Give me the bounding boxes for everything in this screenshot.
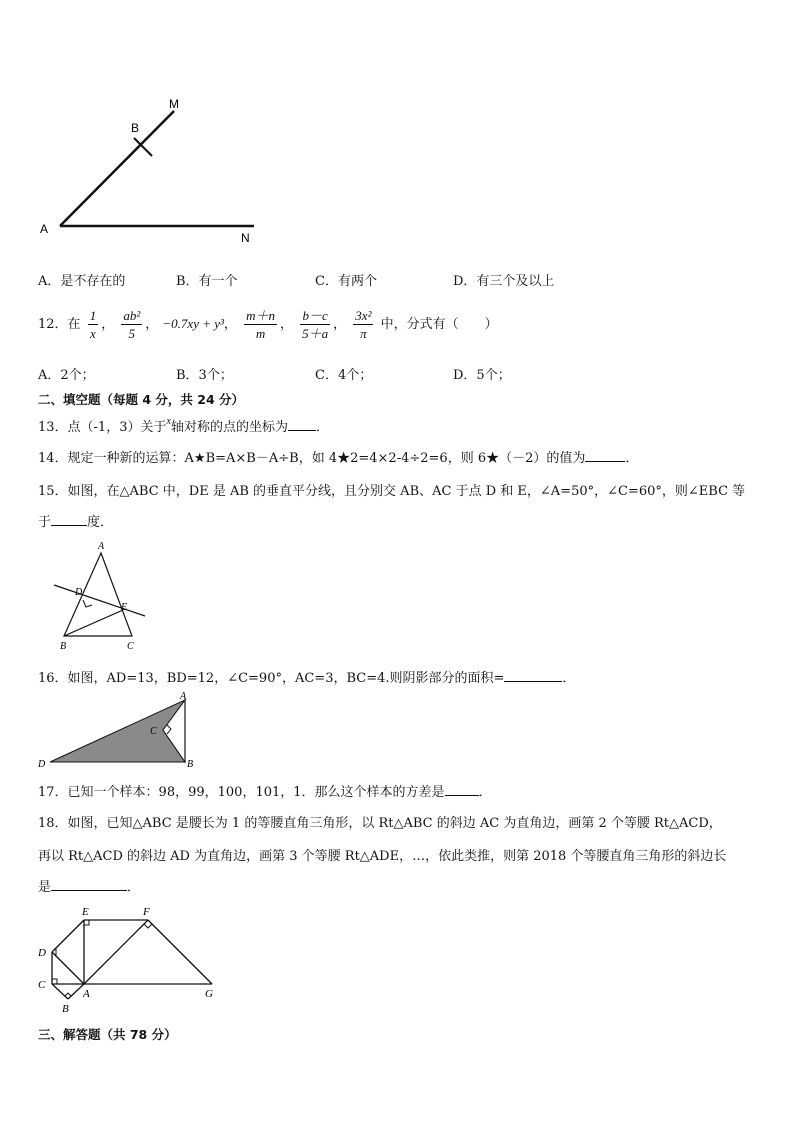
label-b: B <box>60 641 67 652</box>
fraction-5: $\frac{\text{3x²}}{\pi}$ <box>355 308 372 341</box>
q12-option-a: A．2个； <box>38 368 95 383</box>
label-a: A <box>98 541 105 552</box>
q12-prefix: 12．在 <box>38 317 81 332</box>
question-17: 17．已知一个样本：98，99，100，101，1．那么这个样本的方差是 ． <box>38 785 492 800</box>
question-16: 16．如图，AD=13，BD=12，∠C=90°，AC=3，BC=4.则阴影部分的面积= ． <box>38 671 576 686</box>
label-a: A <box>40 222 49 236</box>
label-d: D <box>75 587 83 598</box>
question-15-line-2: 于 度． <box>38 515 114 530</box>
label-d: D <box>38 759 46 768</box>
label-c: C <box>150 726 157 737</box>
right-angle-e <box>84 920 89 925</box>
label-a: A <box>83 988 90 1000</box>
label-f: F <box>143 906 150 918</box>
fraction-1: $\frac{1}{x}$ <box>89 308 97 341</box>
q12-option-c: C．4个； <box>315 368 373 383</box>
label-c: C <box>38 979 46 991</box>
q11-option-b: B．有一个 <box>176 274 238 289</box>
label-e: E <box>82 906 89 918</box>
right-angle-f <box>144 924 152 928</box>
q11-option-d: D．有三个及以上 <box>453 274 555 289</box>
fraction-4: $\frac{b-c}{5+a}$ <box>302 308 329 341</box>
section-3-heading: 三、解答题（共 78 分） <box>38 1027 177 1042</box>
q12-option-d: D．5个； <box>453 368 511 383</box>
angle-figure <box>30 90 270 250</box>
segment-cb <box>52 984 68 999</box>
question-13: 13．点（-1，3）关于$^x$轴对称的点的坐标为 ． <box>38 416 329 435</box>
right-angle-c <box>52 979 57 984</box>
answer-blank <box>445 783 479 796</box>
triangle-figure-16 <box>30 688 205 768</box>
line-de <box>54 585 145 616</box>
label-b: B <box>187 759 194 768</box>
triangle-figure-15 <box>48 538 158 654</box>
q11-option-c: C．有两个 <box>315 274 377 289</box>
line-be <box>64 610 123 636</box>
triangle-figure-18 <box>30 900 230 1020</box>
label-b: B <box>131 121 140 135</box>
ray-am <box>60 111 174 226</box>
label-b: B <box>62 1003 69 1015</box>
question-15-line-1: 15．如图，在△ABC 中，DE 是 AB 的垂直平分线，且分别交 AB、AC 于点 D 和 E，∠A=50°，∠C=60°，则∠EBC 等 <box>38 484 746 499</box>
answer-blank <box>51 513 87 526</box>
question-14: 14．规定一种新的运算：A★B=A×B－A÷B，如 4★2=4×2-4÷2=6，则 6★（－2）的值为 ． <box>38 451 639 466</box>
segment-ba <box>68 984 84 999</box>
segment-fa <box>84 920 148 984</box>
label-n: N <box>241 231 250 245</box>
answer-blank <box>51 878 127 891</box>
label-m: M <box>169 97 179 111</box>
right-angle-b <box>65 993 71 996</box>
label-d: D <box>38 947 46 959</box>
question-18-line-1: 18．如图，已知△ABC 是腰长为 1 的等腰直角三角形，以 Rt△ABC 的斜边 AC 为直角边，画第 2 个等腰 Rt△ACD， <box>38 816 722 831</box>
fraction-3: $\frac{m+n}{m}$ <box>246 308 275 341</box>
right-angle-mark <box>83 600 92 607</box>
segment-fg <box>148 920 212 984</box>
label-g: G <box>205 988 213 1000</box>
label-a: A <box>180 691 187 702</box>
q12-option-b: B．3个； <box>176 368 233 383</box>
q12-suffix: 中，分式有（ ） <box>380 317 498 332</box>
section-2-heading: 二、填空题（每题 4 分，共 24 分） <box>38 392 245 407</box>
answer-blank <box>288 418 316 431</box>
answer-blank <box>504 669 562 682</box>
answer-blank <box>585 449 625 462</box>
q11-option-a: A．是不存在的 <box>38 274 126 289</box>
question-12: 12．在 $\frac{1}{x}$ ， $\frac{\text{ab²}}{5}$ ， −0.7xy + y³， $\frac{m+n}{m}$ ， $\frac{b-c}{5+a}$ ， $\frac{\text{3x²}}{\pi}$ 中，分式有（ ） <box>38 308 498 341</box>
fraction-2: $\frac{\text{ab²}}{5}$ <box>123 308 141 341</box>
polynomial-expr: −0.7xy + y³ <box>162 316 224 331</box>
question-18-line-2: 再以 Rt△ACD 的斜边 AD 为直角边，画第 3 个等腰 Rt△ADE，…，依此类推，则第 2018 个等腰直角三角形的斜边长 <box>38 849 727 864</box>
label-e: E <box>121 602 128 613</box>
question-18-line-3: 是 ． <box>38 880 141 895</box>
segment-de <box>52 920 84 952</box>
label-c: C <box>127 641 134 652</box>
